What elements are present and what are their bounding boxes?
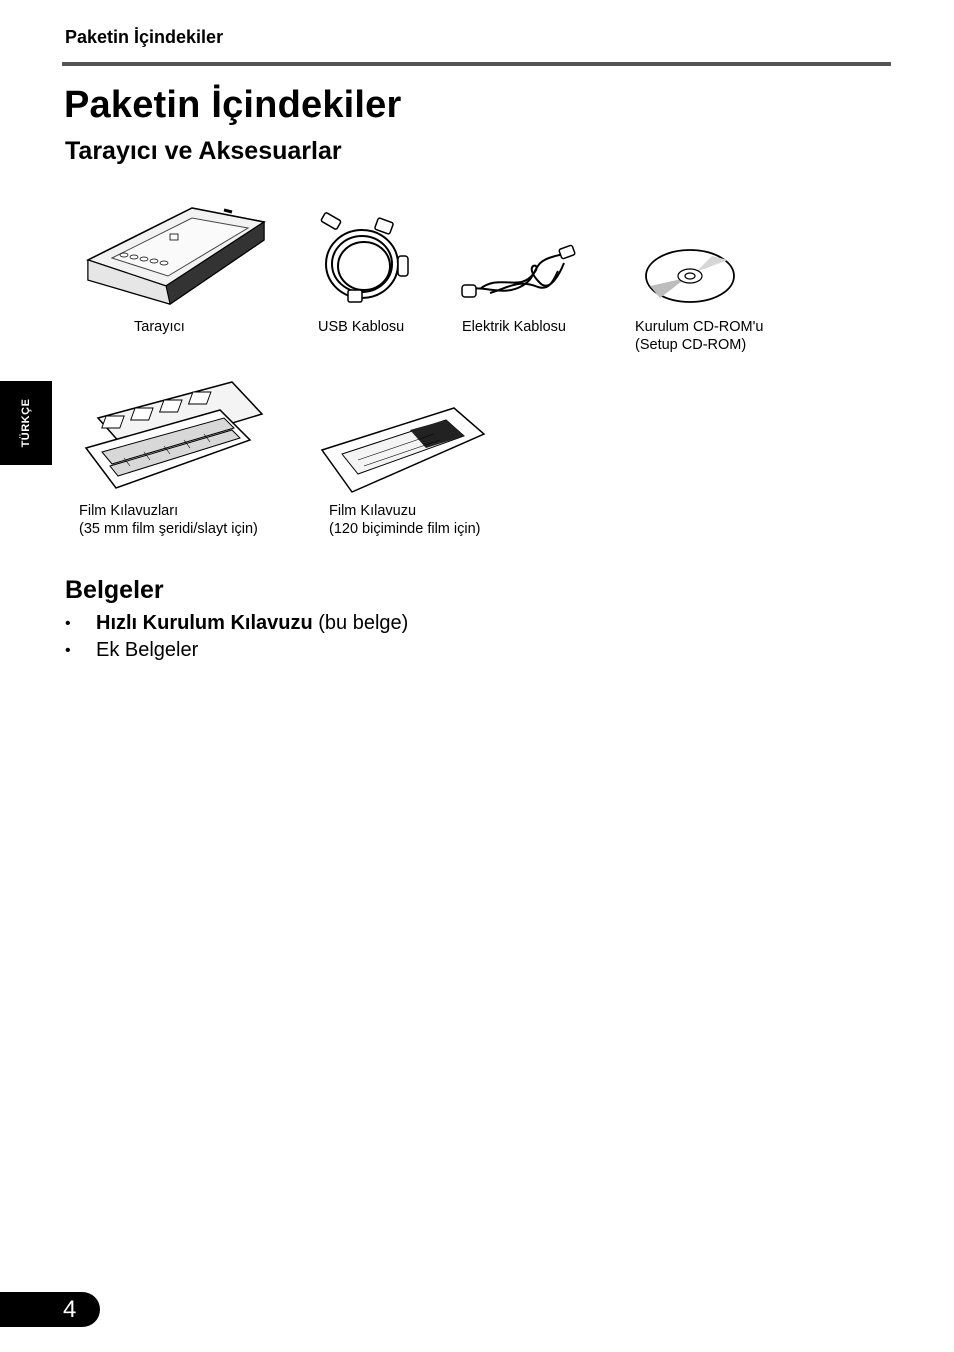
section-title-documents: Belgeler bbox=[65, 576, 164, 604]
film-guides-35mm-icon bbox=[84, 378, 264, 496]
caption-film-guides-35mm: Film Kılavuzları (35 mm film şeridi/slayt için) bbox=[79, 503, 258, 537]
caption-usb-cable: USB Kablosu bbox=[318, 319, 405, 335]
cd-rom-icon bbox=[640, 246, 740, 306]
caption-cd-rom: Kurulum CD-ROM'u (Setup CD-ROM) bbox=[635, 319, 764, 353]
bullet-icon: • bbox=[65, 615, 71, 632]
page-number: 4 bbox=[63, 1296, 77, 1323]
usb-cable-icon bbox=[318, 212, 418, 308]
page-title: Paketin İçindekiler bbox=[64, 84, 402, 126]
scanner-icon bbox=[82, 200, 272, 310]
list-item: • Ek Belgeler bbox=[65, 637, 408, 664]
caption-power-cable: Elektrik Kablosu bbox=[462, 319, 566, 335]
caption-scanner: Tarayıcı bbox=[134, 319, 185, 335]
language-side-tab bbox=[0, 381, 52, 465]
power-cable-icon bbox=[460, 243, 580, 303]
documents-list bbox=[65, 610, 408, 664]
caption-film-guide-120: Film Kılavuzu (120 biçiminde film için) bbox=[329, 503, 481, 537]
running-header: Paketin İçindekiler bbox=[65, 27, 224, 47]
film-guide-120-icon bbox=[318, 404, 488, 496]
language-label: TÜRKÇE bbox=[20, 398, 32, 448]
bullet-icon: • bbox=[65, 642, 71, 659]
section-title-accessories: Tarayıcı ve Aksesuarlar bbox=[65, 137, 342, 165]
list-item: • Hızlı Kurulum Kılavuzu (bu belge) bbox=[65, 610, 408, 637]
page-number-tab bbox=[0, 1292, 100, 1327]
header-rule bbox=[62, 62, 891, 66]
